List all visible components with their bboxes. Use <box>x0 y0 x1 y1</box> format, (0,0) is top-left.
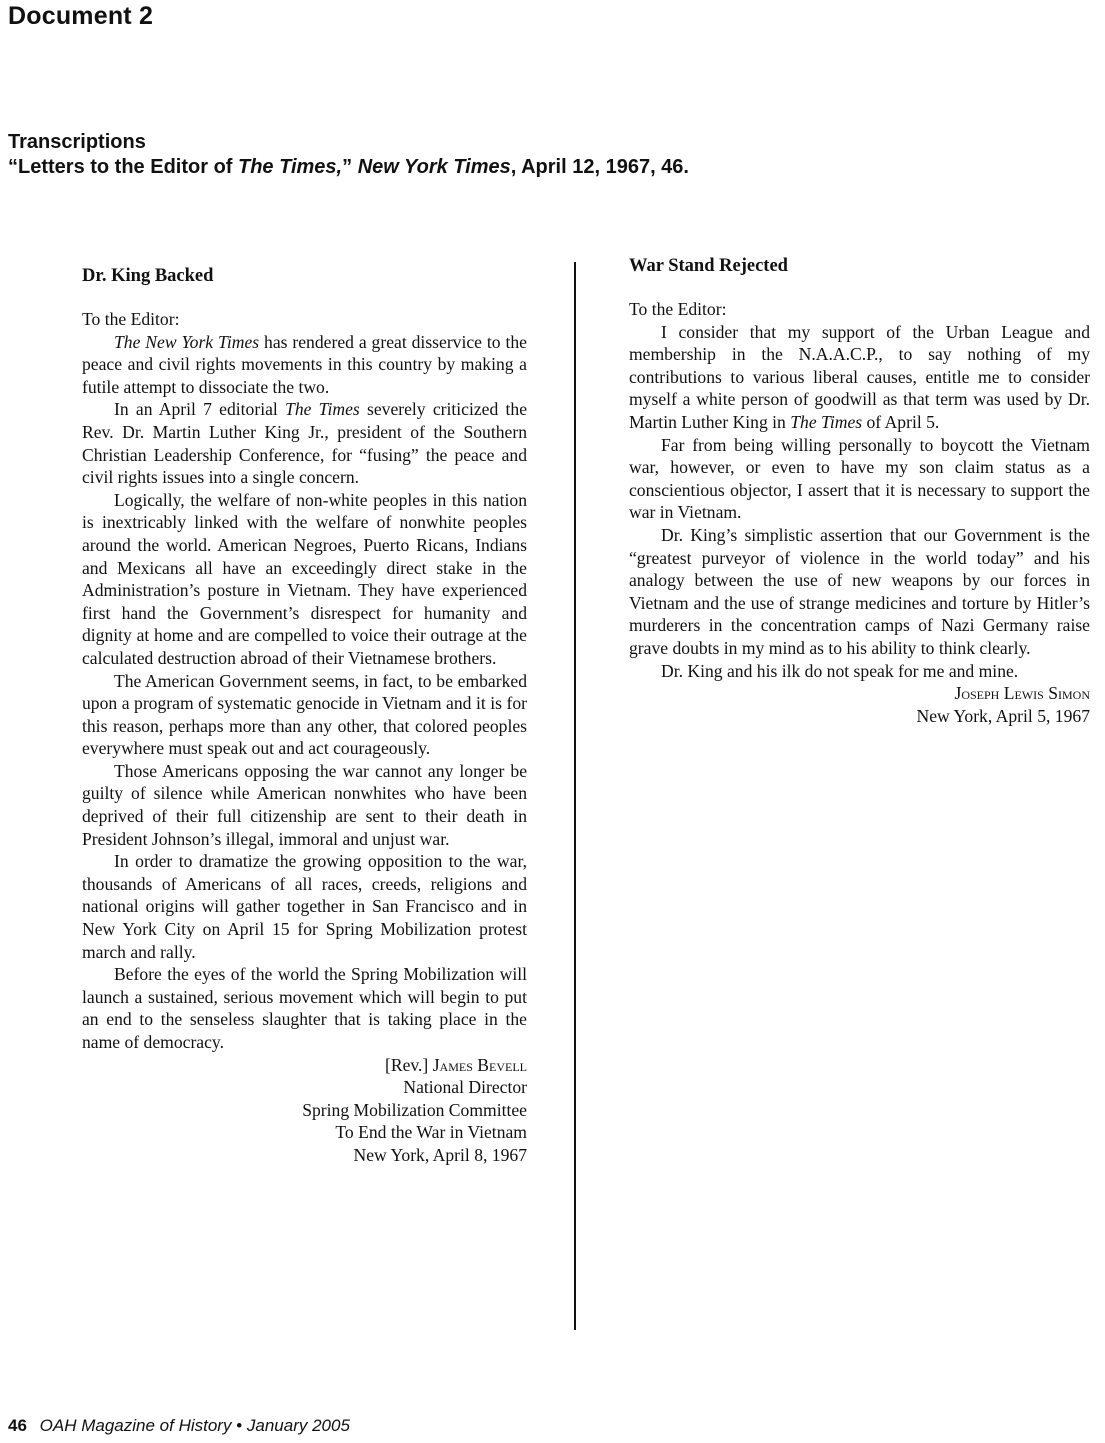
paragraph <box>82 398 527 488</box>
paragraph <box>82 331 527 399</box>
paragraph-text: has rendered a great disservice to the peace and civil rights movements in this country by making a futile attempt to dissociate the two. <box>82 331 527 397</box>
paragraph: Dr. King and his ilk do not speak for me and mine. <box>661 660 1019 681</box>
column-divider <box>574 262 576 1330</box>
paragraph: Logically, the welfare of non-white peoples in this nation is inextricably linked with the welfare of nonwhite peoples around the world. American Negroes, Puerto Ricans, Indians and Mexicans all have an exceedingly direct stake in the Administration’s posture in Vietnam. They have experienced first hand the Government’s disrespect for humanity and dignity at home and are compelled to voice their outrage at the calculated destruction abroad of their Vietnamese brothers. <box>82 489 527 668</box>
paragraph: Before the eyes of the world the Spring Mobilization will launch a sustained, serious movement which will begin to put an end to the senseless slaughter that is taking place in the name of democracy. <box>82 964 527 1052</box>
signature-org: To End the War in Vietnam <box>335 1122 527 1143</box>
paragraph-text: severely criticized the Rev. Dr. Martin Luther King Jr., president of the Southern Christian Leadership Conference, for “fusing” the peace and civil rights issues into a single concern. <box>82 399 528 488</box>
page-footer <box>8 1416 350 1436</box>
magazine-name-b: History <box>173 1416 232 1435</box>
paragraph: Those Americans opposing the war cannot any longer be guilty of silence while American nonwhites who have been deprived of their full citizenship are sent to their death in President Johnson’s illegal, immoral and unjust war. <box>82 760 527 849</box>
magazine-name-of: of <box>159 1416 174 1435</box>
signature-name-text: James Bevell <box>432 1054 527 1075</box>
nyt-italic: The New York Times <box>114 331 260 352</box>
heading-prefix: “Letters to the Editor of <box>8 156 238 178</box>
paragraph <box>629 321 1090 434</box>
heading-mid: ” <box>342 156 358 178</box>
paragraph: Dr. King’s simplistic assertion that our Government is the “greatest purveyor of violence in the world today” and his analogy between the use of new weapons by our forces in Vietnam and the use of strange medicines and torture by Hitler’s murderers in the concentration camps of Nazi Germany raise grave doubts in my mind as to his ability to think clearly. <box>629 524 1090 658</box>
times-italic: The Times <box>285 399 360 420</box>
paragraph: Far from being willing personally to boycott the Vietnam war, however, or even to have my son claim status as a conscientious objector, I assert that it is necessary to support the war in Vietnam. <box>629 434 1090 523</box>
paragraph-text: In an April 7 editorial <box>114 399 286 420</box>
signature-name <box>82 1054 527 1077</box>
letter-title: War Stand Rejected <box>629 256 788 276</box>
magazine-name <box>40 1416 232 1435</box>
page-number: 46 <box>8 1416 27 1435</box>
heading-suffix: , April 12, 1967, 46. <box>510 156 689 178</box>
paragraph: The American Government seems, in fact, to be embarked upon a program of systematic genocide in Vietnam and it is for this reason, perhaps more than any other, that colored peoples everywhere must speak out and act courageously. <box>82 670 527 759</box>
transcription-heading <box>8 130 689 180</box>
heading-line-2 <box>8 155 689 180</box>
signature-prefix: [Rev.] <box>384 1054 433 1075</box>
issue-date: January 2005 <box>246 1416 350 1435</box>
paragraph-text: of April 5. <box>862 411 940 432</box>
paragraph: In order to dramatize the growing opposition to the war, thousands of Americans of all races, creeds, religions and national origins will gather together in San Francisco and in New York City on April 15 for Spring Mobilization protest march and rally. <box>82 851 527 962</box>
letter-war-stand-rejected <box>629 254 1090 727</box>
signature-title: National Director <box>403 1077 527 1098</box>
footer-bullet: • <box>236 1416 243 1435</box>
letter-title: Dr. King Backed <box>82 266 214 286</box>
signature-place-date: New York, April 8, 1967 <box>353 1144 527 1165</box>
salutation: To the Editor: <box>629 299 727 319</box>
letter-dr-king-backed <box>82 264 527 1167</box>
signature-place-date: New York, April 5, 1967 <box>916 705 1090 726</box>
signature-org: Spring Mobilization Committee <box>302 1099 527 1120</box>
heading-line-1: Transcriptions <box>8 131 146 153</box>
paragraph-text: I consider that my support of the Urban League and membership in the N.A.A.C.P., to say nothing of my contributions to various liberal causes, entitle me to consider myself a white person of goodwill as that term was used by Dr. Martin Luther King in <box>629 321 1090 432</box>
times-italic: The Times <box>790 411 863 432</box>
magazine-name-a: OAH Magazine <box>39 1416 160 1435</box>
heading-times-italic: The Times, <box>238 156 343 178</box>
heading-nyt-italic: New York Times <box>357 156 511 178</box>
signature-name: Joseph Lewis Simon <box>954 683 1090 704</box>
document-label: Document 2 <box>8 2 154 30</box>
salutation: To the Editor: <box>82 309 180 329</box>
